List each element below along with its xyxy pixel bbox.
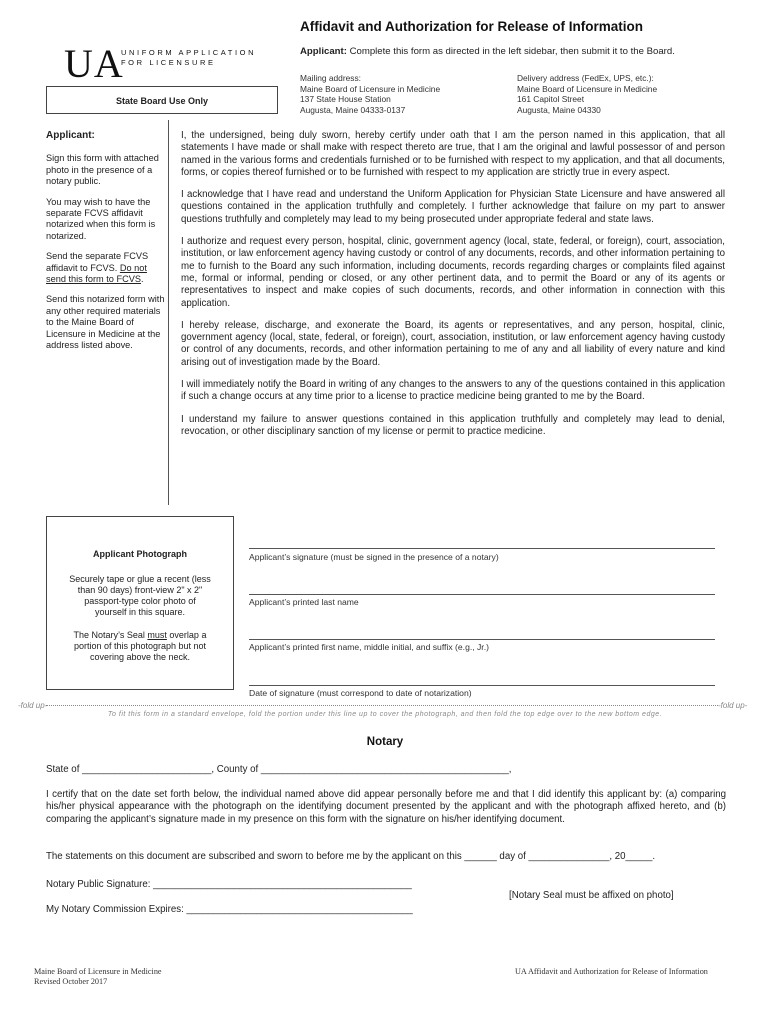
sidebar-paragraph-4: Send this notarized form with any other required materials to the Maine Board of Licensure in Medicine at the address listed above. (46, 294, 165, 351)
logo-subtitle (121, 48, 256, 68)
signature-label: Applicant’s signature (must be signed in the presence of a notary) (249, 552, 499, 562)
fold-up-right: -fold up- (718, 701, 748, 710)
applicant-instruction-line (300, 46, 675, 57)
mailing-line1: Maine Board of Licensure in Medicine (300, 83, 441, 94)
photo-note-text-c: overlap a portion of this photograph but not covering above the neck. (73, 630, 207, 662)
last-name-label: Applicant’s printed last name (249, 597, 359, 607)
photo-notary-note (47, 630, 233, 663)
first-name-line[interactable] (249, 639, 715, 640)
affidavit-paragraph-2: I acknowledge that I have read and understand the Uniform Application for Physician State Licensure and have answered all questions contained in the application truthfully and completely. I further acknowledge that failure on my part to answer questions truthfully and completely may lead to my being prosecuted under appropriate federal and state laws. (181, 189, 725, 225)
applicant-instruction: Complete this form as directed in the left sidebar, then submit it to the Board. (349, 46, 675, 57)
sidebar-heading: Applicant: (46, 130, 95, 141)
delivery-line2: 161 Capitol Street (517, 94, 585, 105)
delivery-line3: Augusta, Maine 04330 (517, 104, 601, 115)
notary-heading: Notary (366, 736, 404, 748)
notary-sworn-statement[interactable]: The statements on this document are subscribed and sworn to before me by the applicant on this ______ day of _______________, 20_____. (46, 851, 656, 862)
notary-signature-field[interactable]: Notary Public Signature: ________________________________________________ (46, 879, 412, 890)
fold-up-left: -fold up- (18, 701, 48, 710)
logo-subtitle-line1: UNIFORM APPLICATION (121, 48, 257, 57)
form-title: Affidavit and Authorization for Release of Information (300, 19, 644, 34)
notary-certification: I certify that on the date set forth below, the individual named above did appear personally before me and that I did identify this applicant by: (a) comparing his/her physical appearance with the photograph on the identifying document presented by the applicant and with the photograph affixed hereto, and (b) comparing the applicant’s signature made in my presence on this form with the signature on his/her identifying document. (46, 789, 726, 825)
ua-logo: UA (64, 41, 124, 86)
affidavit-body (181, 130, 725, 448)
sidebar-instructions (46, 130, 168, 361)
applicant-label: Applicant: (300, 46, 347, 57)
mailing-address (300, 73, 440, 115)
sidebar-p3-period: . (140, 274, 144, 285)
photo-note-text-a: The Notary’s Seal (73, 630, 148, 640)
date-of-signature-label: Date of signature (must correspond to date of notarization) (249, 688, 472, 698)
footer-left (34, 967, 162, 987)
footer-revised: Revised October 2017 (34, 977, 108, 986)
delivery-line1: Maine Board of Licensure in Medicine (517, 83, 658, 94)
signature-line[interactable] (249, 548, 715, 549)
delivery-label: Delivery address (FedEx, UPS, etc.): (517, 73, 654, 83)
affidavit-paragraph-1: I, the undersigned, being duly sworn, hereby certify under oath that I am the person named in this application, that all statements I have made or shall make with respect thereto are true, that I am the original and lawful possessor of and person named in the various forms and credentials furnished or to be furnished with respect to my application, and that all documents, forms, or copies thereof furnished or to be furnished with respect to my application are strictly true in every aspect. (181, 130, 725, 178)
mailing-line3: Augusta, Maine 04333-0137 (300, 104, 406, 115)
sidebar-paragraph-1: Sign this form with attached photo in the presence of a notary public. (46, 153, 159, 187)
delivery-address (517, 73, 657, 115)
logo-subtitle-line2: FOR LICENSURE (121, 58, 216, 67)
affidavit-paragraph-5: I will immediately notify the Board in writing of any changes to the answers to any of the questions contained in this application if such a change occurs at any time prior to a license to practice medicine being granted to me by the Board. (181, 379, 725, 403)
sidebar-paragraph-3 (46, 251, 168, 285)
applicant-photo-box[interactable] (46, 516, 234, 690)
photo-instruction: Securely tape or glue a recent (less than 90 days) front-view 2" x 2" passport-type color photo of yourself in this square. (69, 574, 211, 617)
sidebar-paragraph-2: You may wish to have the separate FCVS affidavit notarized when this form is notarized. (46, 196, 156, 241)
affidavit-paragraph-3: I authorize and request every person, hospital, clinic, government agency (local, state, federal, or foreign), court, association, institution, or law enforcement agency having custody or control of any documents, records, and other information pertaining to me to furnish to the Board any such information, including documents, records regarding charges or complaints filed against me, formal or informal, pending or closed, or any other pertinent data, and to permit the Board or any of its agents or representatives to inspect and make copies of such documents, records, and other information in connection with this application. (181, 236, 725, 309)
notary-state-county[interactable]: State of ________________________, County of ______________________________________________, (46, 764, 512, 775)
first-name-label: Applicant’s printed first name, middle initial, and suffix (e.g., Jr.) (249, 642, 489, 652)
mailing-line2: 137 State House Station (300, 94, 391, 105)
date-of-signature-line[interactable] (249, 685, 715, 686)
footer-right: UA Affidavit and Authorization for Release of Information (515, 967, 708, 976)
sidebar-divider (168, 120, 169, 505)
state-board-use-box: State Board Use Only (46, 86, 278, 114)
sidebar-p3-text: Send the separate FCVS affidavit to FCVS. (46, 251, 149, 273)
fold-instruction: To fit this form in a standard envelope, fold the portion under this line up to cover the photograph, and then fold the top edge over to the new bottom edge. (107, 711, 663, 718)
sidebar-p3-underlined: Do not send this form to FCVS (46, 262, 147, 285)
photo-note-must: must (147, 630, 167, 640)
last-name-line[interactable] (249, 594, 715, 595)
notary-seal-note: [Notary Seal must be affixed on photo] (509, 890, 674, 901)
footer-board-name: Maine Board of Licensure in Medicine (34, 967, 162, 976)
affidavit-paragraph-6: I understand my failure to answer questions contained in this application truthfully and completely may lead to denial, revocation, or other disciplinary sanction of my license or permit to practice medicine. (181, 413, 725, 437)
affidavit-paragraph-4: I hereby release, discharge, and exonerate the Board, its agents or representatives, and any person, hospital, clinic, government agency (local, state, federal, or foreign), court, association, institution, or law enforcement agency having custody or control of any documents, records, and other information pertaining to me of any and all liability of every nature and kind arising out of investigation made by the Board. (181, 319, 725, 368)
mailing-label: Mailing address: (300, 73, 361, 83)
photo-title: Applicant Photograph (93, 549, 187, 559)
fold-line (46, 705, 718, 706)
notary-commission-expires-field[interactable]: My Notary Commission Expires: __________________________________________ (46, 904, 413, 915)
